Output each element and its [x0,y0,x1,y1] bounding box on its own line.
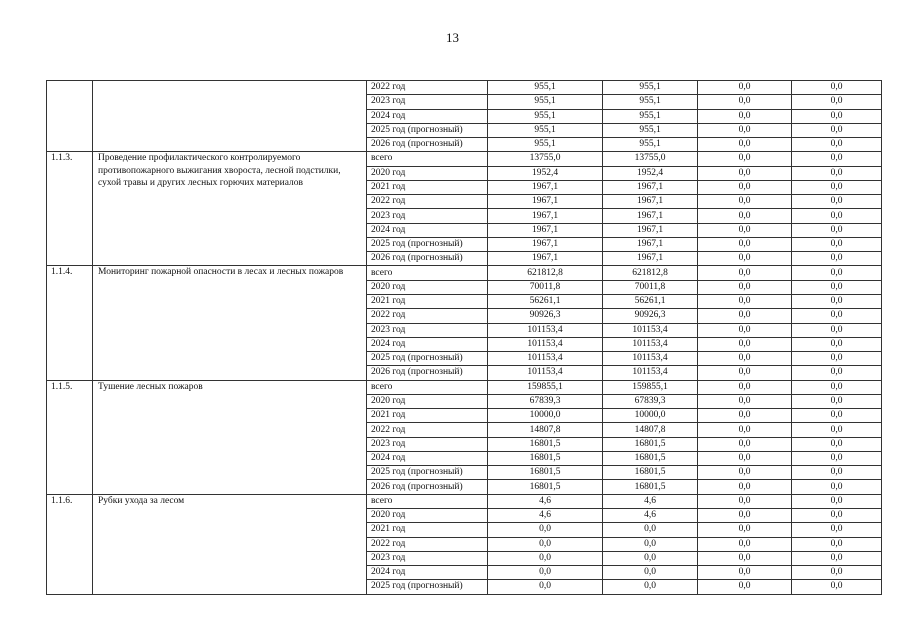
value-cell-2: 0,0 [603,580,698,594]
value-cell-4: 0,0 [792,466,882,480]
value-cell-3: 0,0 [698,352,792,366]
item-name: Проведение профилактического контролируемого противопожарного выжигания хвороста, лесной подстилки, сухой травы и других лесных горючих материалов [93,152,367,266]
value-cell-2: 1967,1 [603,180,698,194]
value-cell-1: 1967,1 [488,195,603,209]
value-cell-1: 1967,1 [488,180,603,194]
value-cell-1: 1967,1 [488,237,603,251]
value-cell-3: 0,0 [698,81,792,95]
value-cell-3: 0,0 [698,437,792,451]
value-cell-1: 56261,1 [488,294,603,308]
value-cell-3: 0,0 [698,580,792,594]
value-cell-3: 0,0 [698,323,792,337]
value-cell-3: 0,0 [698,123,792,137]
value-cell-2: 955,1 [603,109,698,123]
value-cell-3: 0,0 [698,523,792,537]
value-cell-2: 16801,5 [603,437,698,451]
period-cell: 2025 год (прогнозный) [367,237,488,251]
period-cell: 2025 год (прогнозный) [367,466,488,480]
value-cell-3: 0,0 [698,337,792,351]
period-cell: 2022 год [367,195,488,209]
value-cell-2: 0,0 [603,551,698,565]
value-cell-3: 0,0 [698,494,792,508]
period-cell: 2026 год (прогнозный) [367,366,488,380]
period-cell: 2021 год [367,523,488,537]
value-cell-3: 0,0 [698,95,792,109]
value-cell-1: 10000,0 [488,409,603,423]
value-cell-1: 0,0 [488,580,603,594]
item-code: 1.1.4. [47,266,93,380]
value-cell-3: 0,0 [698,294,792,308]
value-cell-2: 621812,8 [603,266,698,280]
value-cell-2: 1967,1 [603,209,698,223]
value-cell-4: 0,0 [792,508,882,522]
value-cell-1: 0,0 [488,566,603,580]
period-cell: 2024 год [367,337,488,351]
item-code: 1.1.3. [47,152,93,266]
value-cell-1: 955,1 [488,81,603,95]
value-cell-4: 0,0 [792,294,882,308]
value-cell-4: 0,0 [792,437,882,451]
value-cell-2: 70011,8 [603,280,698,294]
period-cell: 2020 год [367,508,488,522]
value-cell-3: 0,0 [698,280,792,294]
value-cell-2: 56261,1 [603,294,698,308]
value-cell-1: 101153,4 [488,366,603,380]
value-cell-3: 0,0 [698,266,792,280]
value-cell-4: 0,0 [792,152,882,166]
value-cell-2: 101153,4 [603,323,698,337]
value-cell-3: 0,0 [698,166,792,180]
value-cell-1: 1967,1 [488,223,603,237]
value-cell-3: 0,0 [698,209,792,223]
period-cell: 2020 год [367,166,488,180]
period-cell: 2022 год [367,537,488,551]
value-cell-1: 67839,3 [488,394,603,408]
value-cell-4: 0,0 [792,337,882,351]
value-cell-2: 955,1 [603,81,698,95]
item-code: 1.1.5. [47,380,93,494]
value-cell-4: 0,0 [792,366,882,380]
value-cell-1: 0,0 [488,523,603,537]
period-cell: 2023 год [367,95,488,109]
value-cell-2: 16801,5 [603,451,698,465]
value-cell-1: 101153,4 [488,337,603,351]
value-cell-3: 0,0 [698,109,792,123]
period-cell: 2022 год [367,81,488,95]
value-cell-4: 0,0 [792,352,882,366]
value-cell-1: 621812,8 [488,266,603,280]
value-cell-4: 0,0 [792,409,882,423]
value-cell-2: 1967,1 [603,237,698,251]
period-cell: 2024 год [367,451,488,465]
value-cell-2: 955,1 [603,123,698,137]
period-cell: 2025 год (прогнозный) [367,580,488,594]
value-cell-2: 14807,8 [603,423,698,437]
value-cell-4: 0,0 [792,380,882,394]
table-row [47,152,882,166]
item-code [47,81,93,152]
value-cell-1: 1967,1 [488,252,603,266]
value-cell-1: 16801,5 [488,466,603,480]
period-cell: 2020 год [367,394,488,408]
period-cell: 2023 год [367,551,488,565]
value-cell-2: 1967,1 [603,252,698,266]
value-cell-2: 955,1 [603,138,698,152]
value-cell-4: 0,0 [792,252,882,266]
value-cell-1: 0,0 [488,537,603,551]
item-name [93,81,367,152]
value-cell-2: 1967,1 [603,223,698,237]
value-cell-2: 67839,3 [603,394,698,408]
value-cell-2: 16801,5 [603,466,698,480]
value-cell-3: 0,0 [698,394,792,408]
period-cell: 2022 год [367,423,488,437]
value-cell-3: 0,0 [698,366,792,380]
period-cell: всего [367,380,488,394]
value-cell-2: 4,6 [603,494,698,508]
value-cell-2: 16801,5 [603,480,698,494]
value-cell-1: 955,1 [488,109,603,123]
period-cell: 2025 год (прогнозный) [367,352,488,366]
period-cell: 2025 год (прогнозный) [367,123,488,137]
value-cell-4: 0,0 [792,551,882,565]
value-cell-2: 90926,3 [603,309,698,323]
value-cell-4: 0,0 [792,123,882,137]
period-cell: 2024 год [367,223,488,237]
budget-table [46,80,882,595]
period-cell: 2024 год [367,109,488,123]
value-cell-2: 0,0 [603,537,698,551]
value-cell-1: 1967,1 [488,209,603,223]
page-number: 13 [446,30,459,45]
value-cell-1: 0,0 [488,551,603,565]
value-cell-4: 0,0 [792,138,882,152]
budget-table-body [47,81,882,595]
value-cell-4: 0,0 [792,323,882,337]
value-cell-1: 16801,5 [488,451,603,465]
value-cell-2: 13755,0 [603,152,698,166]
value-cell-4: 0,0 [792,537,882,551]
period-cell: 2023 год [367,323,488,337]
value-cell-1: 13755,0 [488,152,603,166]
value-cell-2: 0,0 [603,523,698,537]
period-cell: всего [367,266,488,280]
value-cell-4: 0,0 [792,580,882,594]
value-cell-4: 0,0 [792,566,882,580]
value-cell-1: 16801,5 [488,480,603,494]
value-cell-2: 10000,0 [603,409,698,423]
value-cell-2: 101153,4 [603,352,698,366]
value-cell-1: 16801,5 [488,437,603,451]
value-cell-4: 0,0 [792,423,882,437]
period-cell: всего [367,494,488,508]
value-cell-3: 0,0 [698,480,792,494]
value-cell-1: 70011,8 [488,280,603,294]
period-cell: 2026 год (прогнозный) [367,480,488,494]
value-cell-1: 4,6 [488,494,603,508]
value-cell-1: 159855,1 [488,380,603,394]
period-cell: 2023 год [367,437,488,451]
period-cell: всего [367,152,488,166]
period-cell: 2024 год [367,566,488,580]
value-cell-4: 0,0 [792,309,882,323]
value-cell-4: 0,0 [792,166,882,180]
value-cell-1: 955,1 [488,123,603,137]
item-name: Мониторинг пожарной опасности в лесах и лесных пожаров [93,266,367,380]
table-row [47,81,882,95]
value-cell-4: 0,0 [792,451,882,465]
value-cell-3: 0,0 [698,537,792,551]
value-cell-4: 0,0 [792,480,882,494]
value-cell-2: 1967,1 [603,195,698,209]
period-cell: 2026 год (прогнозный) [367,252,488,266]
value-cell-2: 101153,4 [603,337,698,351]
value-cell-1: 101153,4 [488,323,603,337]
item-code: 1.1.6. [47,494,93,594]
value-cell-3: 0,0 [698,508,792,522]
value-cell-1: 14807,8 [488,423,603,437]
value-cell-3: 0,0 [698,252,792,266]
value-cell-4: 0,0 [792,394,882,408]
period-cell: 2023 год [367,209,488,223]
value-cell-3: 0,0 [698,195,792,209]
value-cell-4: 0,0 [792,95,882,109]
value-cell-1: 101153,4 [488,352,603,366]
value-cell-2: 0,0 [603,566,698,580]
value-cell-4: 0,0 [792,266,882,280]
period-cell: 2022 год [367,309,488,323]
value-cell-2: 101153,4 [603,366,698,380]
table-row [47,380,882,394]
table-row [47,266,882,280]
value-cell-4: 0,0 [792,195,882,209]
value-cell-1: 955,1 [488,138,603,152]
value-cell-4: 0,0 [792,109,882,123]
value-cell-2: 4,6 [603,508,698,522]
value-cell-3: 0,0 [698,380,792,394]
period-cell: 2021 год [367,294,488,308]
value-cell-4: 0,0 [792,237,882,251]
value-cell-3: 0,0 [698,309,792,323]
value-cell-3: 0,0 [698,138,792,152]
value-cell-3: 0,0 [698,237,792,251]
item-name: Рубки ухода за лесом [93,494,367,594]
value-cell-4: 0,0 [792,81,882,95]
value-cell-4: 0,0 [792,209,882,223]
period-cell: 2021 год [367,180,488,194]
value-cell-4: 0,0 [792,280,882,294]
value-cell-3: 0,0 [698,451,792,465]
value-cell-3: 0,0 [698,423,792,437]
value-cell-2: 1952,4 [603,166,698,180]
table-row [47,494,882,508]
period-cell: 2021 год [367,409,488,423]
value-cell-3: 0,0 [698,466,792,480]
value-cell-2: 159855,1 [603,380,698,394]
value-cell-3: 0,0 [698,551,792,565]
value-cell-1: 90926,3 [488,309,603,323]
value-cell-4: 0,0 [792,523,882,537]
value-cell-3: 0,0 [698,152,792,166]
value-cell-4: 0,0 [792,223,882,237]
value-cell-4: 0,0 [792,180,882,194]
value-cell-1: 1952,4 [488,166,603,180]
value-cell-2: 955,1 [603,95,698,109]
value-cell-3: 0,0 [698,180,792,194]
value-cell-1: 955,1 [488,95,603,109]
value-cell-4: 0,0 [792,494,882,508]
value-cell-3: 0,0 [698,566,792,580]
item-name: Тушение лесных пожаров [93,380,367,494]
value-cell-1: 4,6 [488,508,603,522]
period-cell: 2026 год (прогнозный) [367,138,488,152]
period-cell: 2020 год [367,280,488,294]
value-cell-3: 0,0 [698,223,792,237]
value-cell-3: 0,0 [698,409,792,423]
